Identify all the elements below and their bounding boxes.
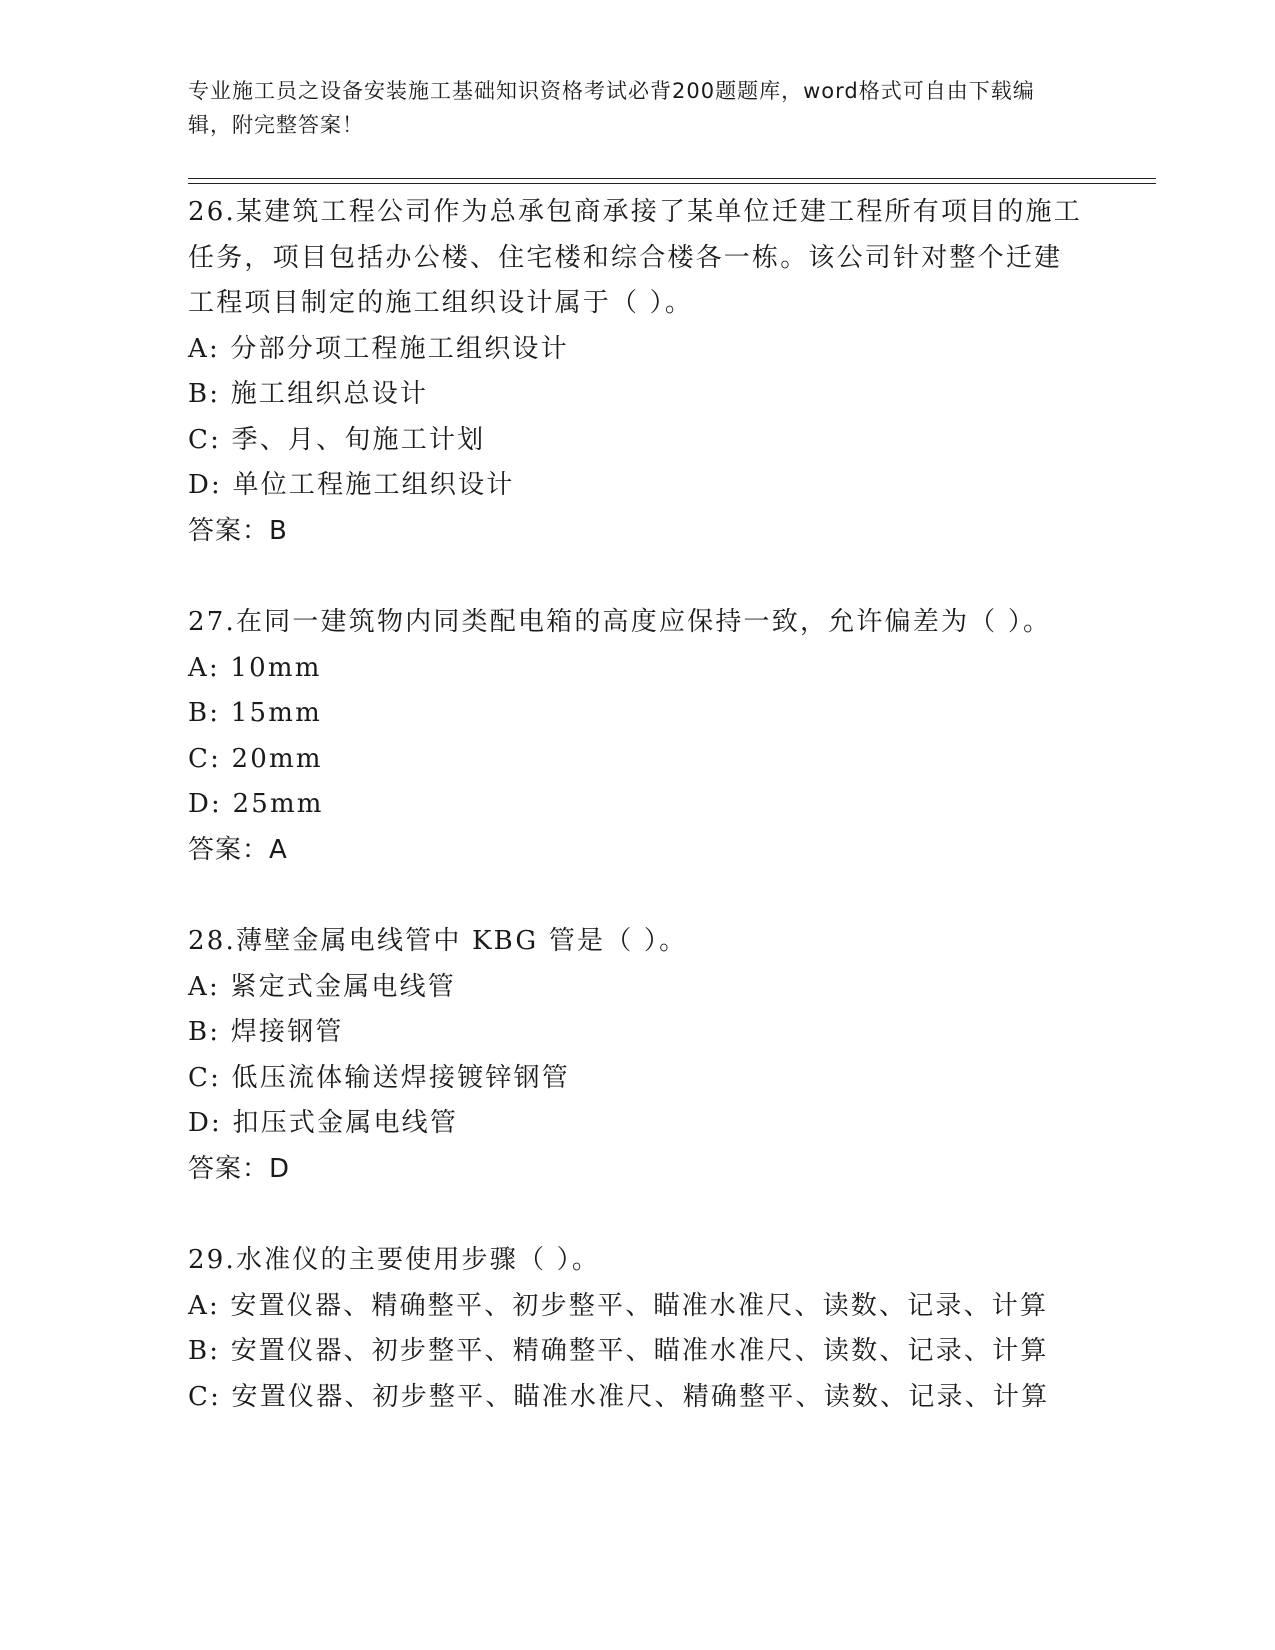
header-rule-bottom (188, 183, 1156, 184)
question-28 (188, 919, 1088, 1192)
option-d: D: 扣压式金属电线管 (188, 1108, 459, 1138)
question-list (188, 190, 1088, 1466)
option-a: A: 安置仪器、精确整平、初步整平、瞄准水准尺、读数、记录、计算 (188, 1290, 1049, 1321)
option-b: B: 施工组织总设计 (188, 379, 429, 409)
option-c: C: 安置仪器、初步整平、瞄准水准尺、精确整平、读数、记录、计算 (188, 1381, 1050, 1412)
question-26 (188, 190, 1088, 554)
question-27 (188, 600, 1088, 873)
option-d: D: 25mm (188, 789, 324, 819)
header-rule-top (188, 178, 1156, 179)
option-c: C: 20mm (188, 743, 323, 774)
option-a: A: 10mm (188, 652, 322, 683)
option-b: B: 安置仪器、初步整平、精确整平、瞄准水准尺、读数、记录、计算 (188, 1336, 1049, 1366)
option-a: A: 紧定式金属电线管 (188, 971, 457, 1002)
option-a: A: 分部分项工程施工组织设计 (188, 333, 569, 364)
answer: 答案：B (188, 515, 288, 546)
question-stem: 27.在同一建筑物内同类配电箱的高度应保持一致，允许偏差为（ ）。 (188, 607, 1052, 637)
question-stem: 28.薄壁金属电线管中 KBG 管是（ ）。 (188, 926, 688, 956)
option-d: D: 单位工程施工组织设计 (188, 470, 515, 500)
question-stem: 29.水准仪的主要使用步骤（ ）。 (188, 1245, 601, 1275)
option-c: C: 低压流体输送焊接镀锌钢管 (188, 1062, 570, 1093)
question-stem: 26.某建筑工程公司作为总承包商承接了某单位迁建工程所有项目的施工任务，项目包括办公楼、住宅楼和综合楼各一栋。该公司针对整个迁建工程项目制定的施工组织设计属于（ ）。 (188, 197, 1082, 318)
question-29 (188, 1238, 1088, 1420)
answer: 答案：A (188, 834, 288, 865)
option-c: C: 季、月、旬施工计划 (188, 424, 486, 455)
option-b: B: 焊接钢管 (188, 1017, 344, 1047)
option-b: B: 15mm (188, 698, 322, 728)
answer: 答案：D (188, 1153, 291, 1184)
document-header: 专业施工员之设备安装施工基础知识资格考试必背200题题库，word格式可自由下载编辑，附完整答案！ (188, 79, 1035, 137)
